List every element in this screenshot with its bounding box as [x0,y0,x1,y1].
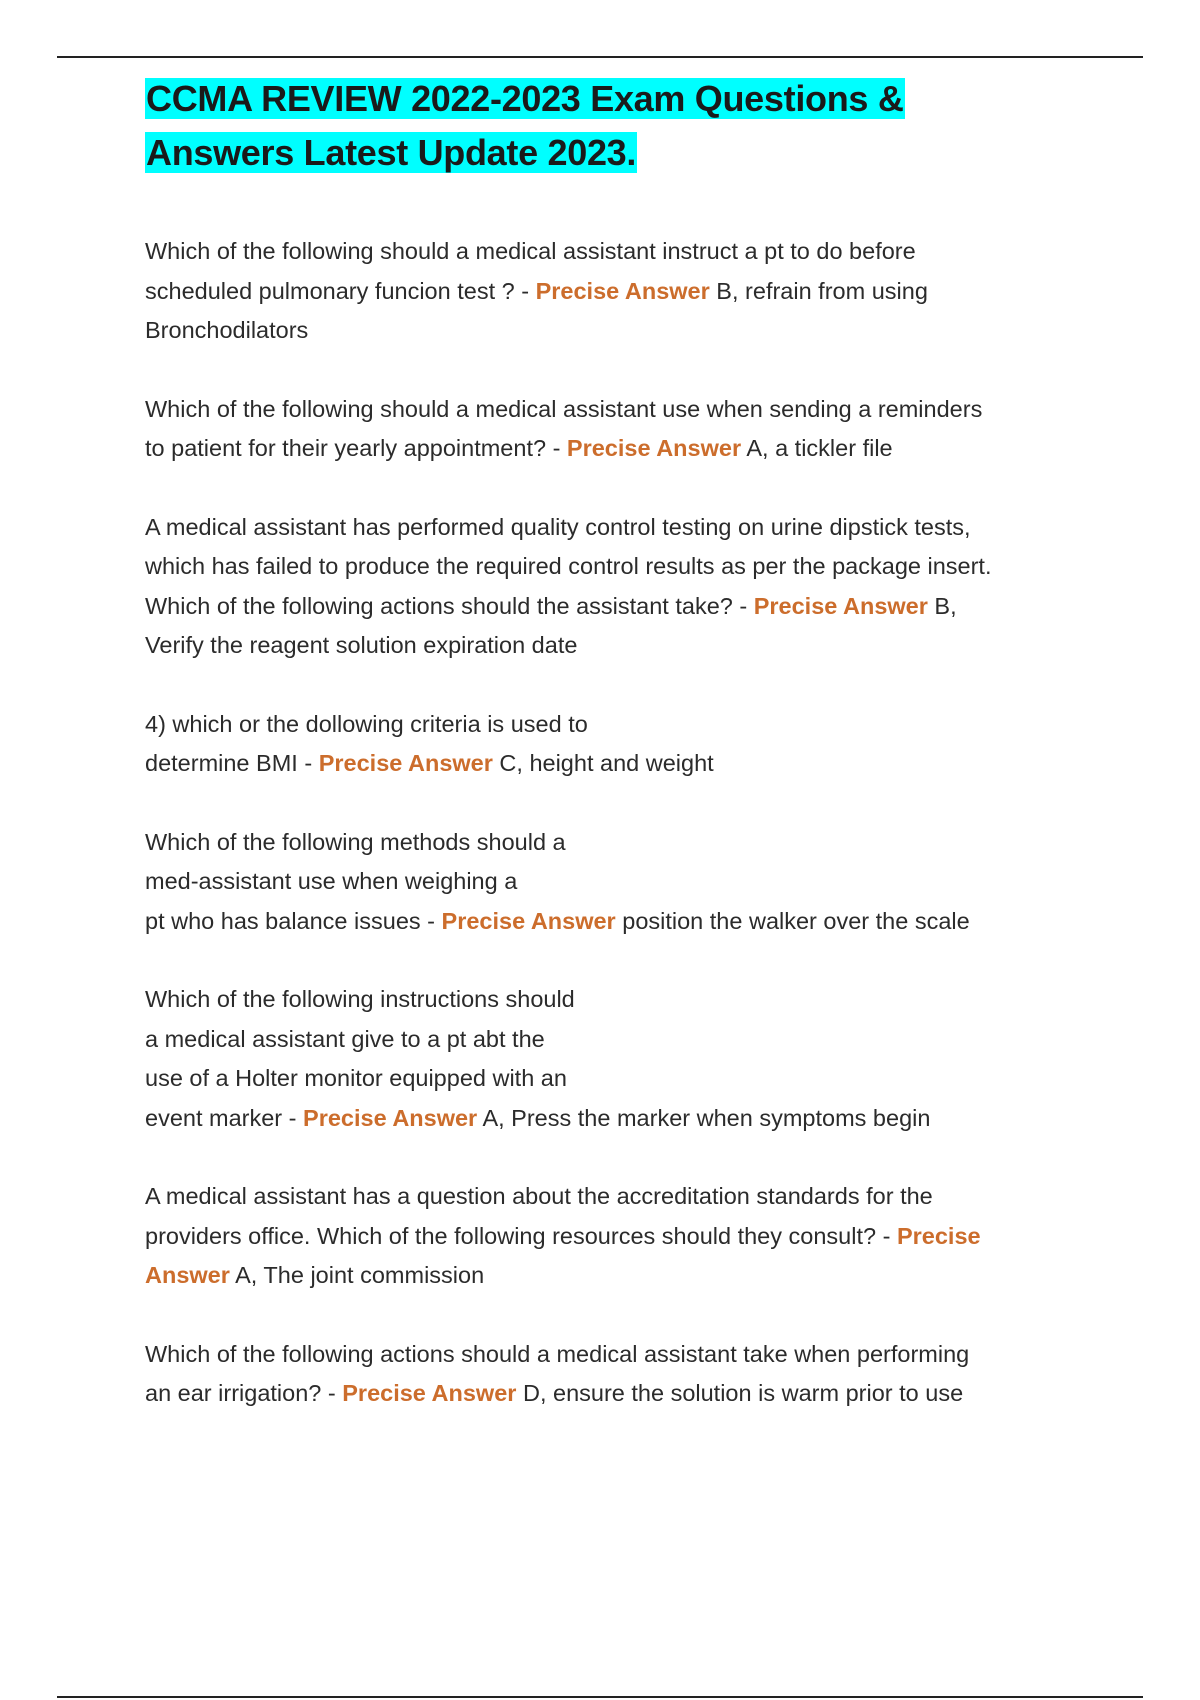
question-text: Which of the following instructions should [145,986,575,1012]
answer-text: Verify the reagent solution expiration date [145,632,578,658]
document-body [145,72,1090,1414]
question-text: pt who has balance issues - [145,907,442,934]
answer-text: A, a tickler file [741,435,893,461]
answer-text: C, height and weight [492,750,714,776]
qa-item-1 [145,232,1090,351]
question-text: an ear irrigation? - [145,1380,343,1406]
qa-item-2 [145,390,1090,469]
answer-text: A, Press the marker when symptoms begin [477,1104,931,1131]
answer-label: Precise Answer [566,435,742,461]
answer-label-part-1: Precise [896,1222,981,1249]
question-text: Which of the following should a medical assistant instruct a pt to do before [145,238,916,264]
question-text: 4) which or the dollowing criteria is used to [145,710,588,737]
question-text: Which of the following should a medical assistant use when sending a reminders [145,395,983,422]
answer-text: B, refrain from using [709,277,928,304]
qa-item-6 [145,980,1090,1138]
question-text: use of a Holter monitor equipped with an [145,1065,567,1091]
answer-label: Precise Answer [318,750,493,776]
question-text: Which of the following methods should a [145,828,566,855]
answer-label: Precise Answer [535,277,710,304]
answer-label: Precise Answer [342,1380,517,1406]
qa-item-3 [145,508,1090,666]
question-text: providers office. Which of the following resources should they consult? - [145,1222,897,1249]
qa-item-8 [145,1335,1090,1414]
document-title [145,72,1090,180]
question-text: A medical assistant has performed quality control testing on urine dipstick tests, [145,513,971,540]
qa-item-7 [145,1177,1090,1296]
answer-text: position the walker over the scale [615,907,970,934]
answer-text: A, The joint commission [229,1262,485,1288]
answer-label: Precise Answer [441,907,616,934]
answer-text: B, [927,592,957,619]
qa-item-4 [145,705,1090,784]
qa-item-5 [145,823,1090,942]
question-text: Which of the following actions should a medical assistant take when performing [145,1340,970,1367]
answer-text: Bronchodilators [145,317,309,343]
question-text: med-assistant use when weighing a [145,868,518,894]
question-text: determine BMI - [145,750,319,776]
question-text: scheduled pulmonary funcion test ? - [145,277,536,304]
title-line-2: Answers Latest Update 2023. [146,132,637,173]
answer-label: Precise Answer [753,592,928,619]
top-rule [57,56,1143,58]
bottom-rule [57,1696,1143,1698]
answer-label: Precise Answer [303,1104,478,1131]
answer-label-part-2: Answer [145,1262,230,1288]
question-text: which has failed to produce the required control results as per the package insert. [145,553,992,579]
question-text: to patient for their yearly appointment? - [145,435,567,461]
question-text: a medical assistant give to a pt abt the [145,1025,545,1052]
question-text: event marker - [145,1104,304,1131]
title-line-1: CCMA REVIEW 2022-2023 Exam Questions & [146,78,904,119]
answer-text: D, ensure the solution is warm prior to use [516,1380,964,1406]
question-text: A medical assistant has a question about the accreditation standards for the [145,1183,933,1209]
question-text: Which of the following actions should the assistant take? - [145,592,754,619]
